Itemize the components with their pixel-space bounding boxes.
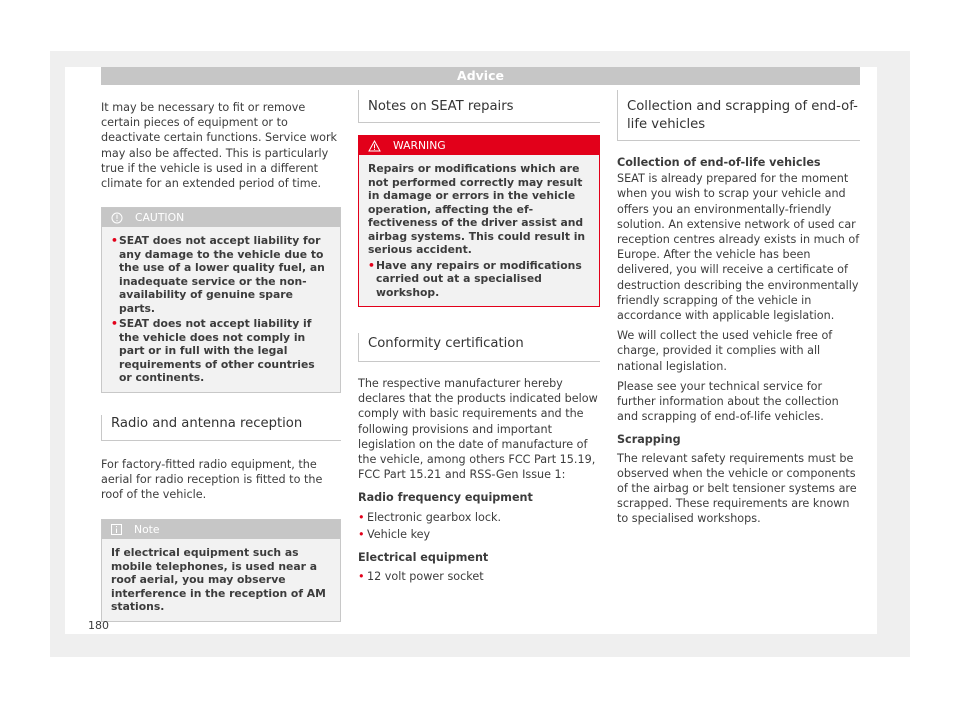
warning-body: Repairs or modifications which are not performed correctly may result in damage or errors in the vehicle operation, affecting the effectiveness of the driver assist and airbag systems. This could result in serious accident. • Have any repairs or modifications carried out at a specialised workshop. [359,155,599,306]
note-body: If electrical equipment such as mobile telephones, is used near a roof aerial, you may observe interference in the reception of AM stations. [102,539,340,621]
note-header [102,520,340,539]
section-header: Advice [101,67,860,85]
intro-paragraph: It may be necessary to fit or remove certain pieces of equipment or to deactivate certain functions. Service work may also be affected. This is particularly true if the vehicle is used in a different climate for an extended period of time. [101,101,338,191]
collection-heading: Collection of end-of-life vehicles [617,156,821,169]
collection-section-title: Collection and scrapping of end-of-life vehicles [617,90,860,141]
scrapping-heading: Scrapping [617,433,681,447]
caution-box [101,207,341,393]
column-right [617,90,860,527]
radio-paragraph: For factory-fitted radio equipment, the aerial for radio reception is fitted to the roof of the vehicle. [101,457,323,502]
warning-triangle-icon [368,140,381,152]
radio-section-title: Radio and antenna reception [101,415,341,441]
warning-header [359,136,599,155]
note-label: Note [134,523,160,537]
caution-info-icon [111,212,123,224]
collection-free-paragraph: We will collect the used vehicle free of charge, provided it complies with all national legislation. [617,329,833,373]
list-item: • Electronic gearbox lock. [358,510,502,524]
list-item: • Vehicle key [358,527,431,541]
caution-label: CAUTION [135,211,185,225]
caution-item: • SEAT does not accept liability for any damage to the vehicle due to the use of a lower quality fuel, an inadequate service or the non-availability of genuine spare parts. [111,234,325,315]
warning-box [358,135,600,307]
technical-service-paragraph: Please see your technical service for further information about the collection and scrapping of end-of-life vehicles. [617,379,839,424]
list-item: • 12 volt power socket [358,570,484,584]
radio-frequency-heading: Radio frequency equipment [358,491,533,505]
conformity-section-title: Conformity certification [358,333,600,362]
page-number: 180 [88,619,109,632]
column-left [101,100,341,622]
repairs-section-title: Notes on SEAT repairs [358,90,600,123]
column-middle [358,90,600,584]
caution-body [102,227,340,392]
note-box [101,519,341,622]
caution-header [102,208,340,227]
caution-item: • SEAT does not accept liability if the vehicle does not comply in part or in full with the legal requirements of other countries or continents. [111,317,315,385]
collection-paragraph: SEAT is already prepared for the moment when you wish to scrap your vehicle and offers you an environmentally-friendly solution. An extensive network of used car reception centres already exists in much of Europe. After the vehicle has been delivered, you will receive a certificate of destruction describing the environmentally friendly scrapping of the vehicle in accordance with applicable legislation. [617,172,860,323]
conformity-paragraph: The respective manufacturer hereby declares that the products indicated below comply with basic requirements and the following provisions and important legislation on the date of manufacture of the vehicle, among others FCC Part 15.19, FCC Part 15.21 and RSS-Gen Issue 1: [358,377,598,482]
note-info-icon [111,524,122,535]
electrical-heading: Electrical equipment [358,551,489,565]
warning-label: WARNING [393,139,446,152]
warning-item: • Have any repairs or modifications carried out at a specialised workshop. [368,258,582,299]
scrapping-paragraph: The relevant safety requirements must be observed when the vehicle or components of the airbag or belt tensioner systems are scrapped. These requirements are known to specialised workshops. [617,451,857,526]
